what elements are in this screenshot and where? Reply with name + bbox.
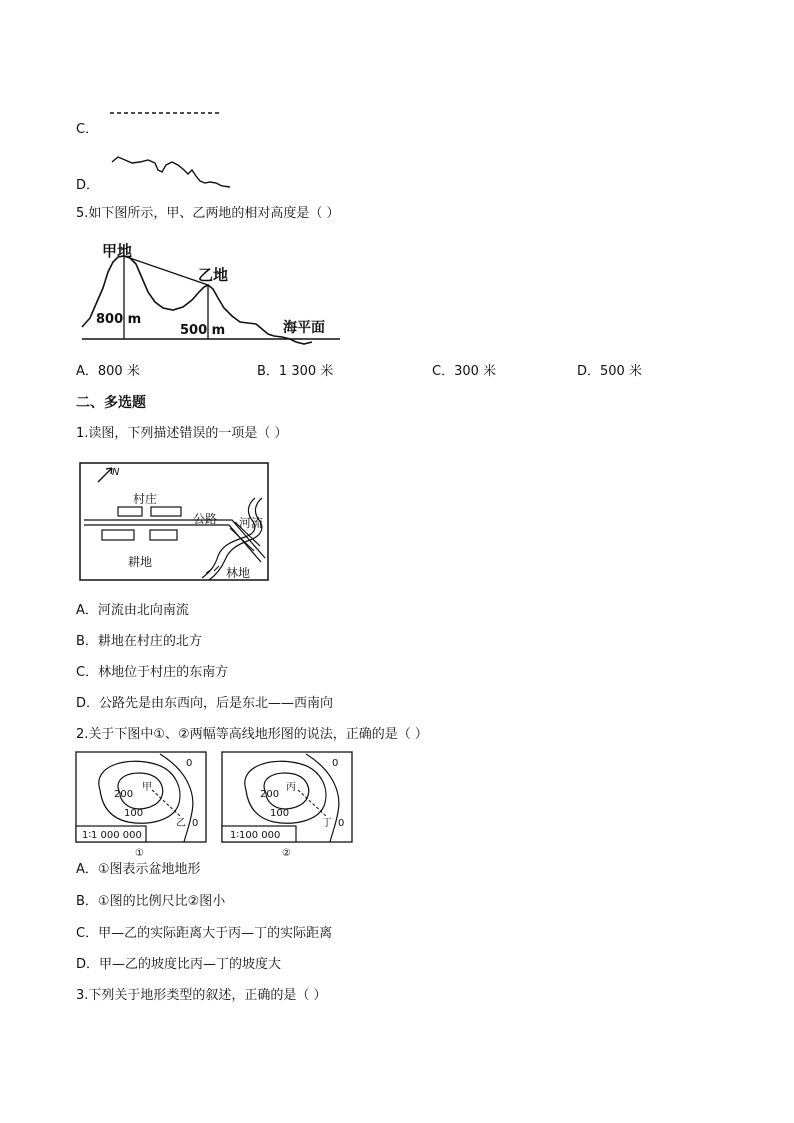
map1-contour-100: 100 <box>124 808 144 819</box>
section-title-multiple-choice: 二、多选题 <box>76 395 146 411</box>
m2-option-b[interactable]: B．①图的比例尺比②图小 <box>76 894 226 909</box>
m3-stem: 3.下列关于地形类型的叙述，正确的是（ ） <box>76 988 327 1003</box>
river-label: 河流 <box>239 516 264 530</box>
map1-caption: ① <box>135 848 144 859</box>
road-label: 公路 <box>193 512 218 526</box>
q5-option-b[interactable]: B．1 300 米 <box>257 364 334 379</box>
q4-option-c-label[interactable]: C． <box>76 122 99 137</box>
q5-jia-height: 800 m <box>96 312 142 327</box>
farmland-label: 耕地 <box>128 555 153 569</box>
q5-option-c[interactable]: C．300 米 <box>432 364 497 379</box>
q5-option-d[interactable]: D．500 米 <box>577 364 642 379</box>
map2-contour-200: 200 <box>260 789 280 800</box>
map1-peak-label: 甲 <box>142 782 152 793</box>
map2-contour-0b: 0 <box>338 818 345 829</box>
q5-option-a[interactable]: A．800 米 <box>76 364 140 379</box>
q5-jia-label: 甲地 <box>102 242 133 260</box>
village-label: 村庄 <box>133 492 158 506</box>
map1-contour-0b: 0 <box>192 818 199 829</box>
m1-stem: 1.读图，下列描述错误的一项是（ ） <box>76 426 288 441</box>
map1-contour-0a: 0 <box>186 758 193 769</box>
map1-contour-200: 200 <box>114 789 134 800</box>
map2-end-label: 丁 <box>322 818 332 829</box>
m1-option-d[interactable]: D．公路先是由东西向，后是东北——西南向 <box>76 696 334 711</box>
m1-option-c[interactable]: C．林地位于村庄的东南方 <box>76 665 229 680</box>
m1-option-b[interactable]: B．耕地在村庄的北方 <box>76 634 202 649</box>
q5-stem: 5.如下图所示，甲、乙两地的相对高度是（ ） <box>76 206 340 221</box>
map1-scale: 1∶1 000 000 <box>82 830 142 841</box>
m2-option-a[interactable]: A．①图表示盆地地形 <box>76 862 201 877</box>
q5-yi-label: 乙地 <box>198 266 229 284</box>
map1-end-label: 乙 <box>176 818 186 829</box>
m2-stem: 2.关于下图中①、②两幅等高线地形图的说法，正确的是（ ） <box>76 727 428 742</box>
map2-contour-100: 100 <box>270 808 290 819</box>
forest-label: 林地 <box>226 566 251 580</box>
north-arrow-label: N <box>112 467 120 478</box>
m1-option-a[interactable]: A．河流由北向南流 <box>76 603 189 618</box>
q5-yi-height: 500 m <box>180 323 226 338</box>
map2-scale: 1∶100 000 <box>230 830 281 841</box>
map2-caption: ② <box>282 848 291 859</box>
map2-contour-0a: 0 <box>332 758 339 769</box>
m2-option-d[interactable]: D．甲—乙的坡度比丙—丁的坡度大 <box>76 957 282 972</box>
q4-option-d-label[interactable]: D． <box>76 178 100 193</box>
q5-sea-level-label: 海平面 <box>283 320 325 336</box>
m2-option-c[interactable]: C．甲—乙的实际距离大于丙—丁的实际距离 <box>76 926 333 941</box>
map2-peak-label: 丙 <box>286 782 296 793</box>
